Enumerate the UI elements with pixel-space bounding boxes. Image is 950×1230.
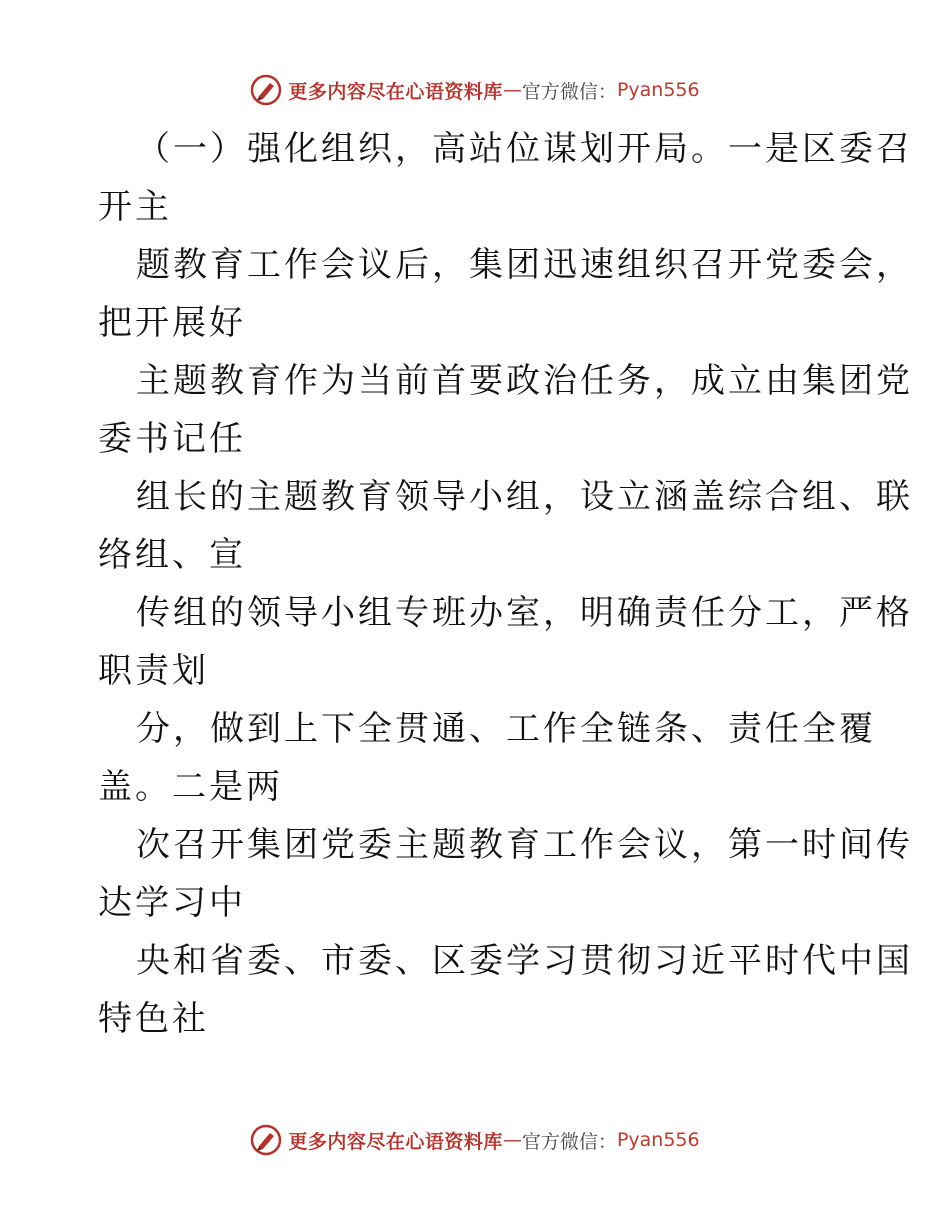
paragraph xyxy=(98,352,913,468)
watermark-wechat-label: 官方微信： xyxy=(521,1130,617,1153)
text-line: 央和省委、市委、区委学习贯彻习近平时代中国 xyxy=(136,941,913,981)
text-line: 题教育工作会议后，集团迅速组织召开党委会， xyxy=(136,245,913,285)
header-watermark xyxy=(0,70,950,110)
watermark-site-text: 更多内容尽在心语资料库 xyxy=(288,1130,503,1153)
paragraph xyxy=(98,816,913,932)
watermark-wechat-id: Pyan556 xyxy=(616,79,700,101)
paragraph xyxy=(98,700,876,816)
pen-logo-icon xyxy=(250,74,282,106)
text-line: 职责划 xyxy=(98,651,209,691)
watermark-separator: — xyxy=(502,79,522,101)
text-line: 传组的领导小组专班办室，明确责任分工，严格 xyxy=(136,593,913,633)
text-line: 主题教育作为当前首要政治任务，成立由集团党 xyxy=(136,361,913,401)
watermark-site-text: 更多内容尽在心语资料库 xyxy=(288,80,503,103)
text-line: 特色社 xyxy=(98,999,209,1039)
footer-watermark xyxy=(0,1120,950,1160)
pen-logo-icon xyxy=(250,1124,282,1156)
text-line: （一）强化组织，高站位谋划开局。一是区委召 xyxy=(136,129,913,169)
watermark-separator: — xyxy=(502,1129,522,1151)
text-line: 组长的主题教育领导小组，设立涵盖综合组、联 xyxy=(136,477,913,517)
paragraph xyxy=(98,932,913,1048)
text-line: 盖。二是两 xyxy=(98,767,283,807)
paragraph xyxy=(98,468,913,584)
text-line: 次召开集团党委主题教育工作会议，第一时间传 xyxy=(136,825,913,865)
text-line: 达学习中 xyxy=(98,883,246,923)
text-line: 络组、宣 xyxy=(98,535,246,575)
text-line: 分，做到上下全贯通、工作全链条、责任全覆 xyxy=(136,709,876,749)
text-line: 开主 xyxy=(98,187,172,227)
text-line: 委书记任 xyxy=(98,419,246,459)
text-line: 把开展好 xyxy=(98,303,246,343)
watermark-wechat-id: Pyan556 xyxy=(616,1129,700,1151)
paragraph xyxy=(98,120,913,236)
watermark-wechat-label: 官方微信： xyxy=(521,80,617,103)
paragraph xyxy=(98,236,913,352)
document-body xyxy=(98,120,913,1048)
paragraph xyxy=(98,584,913,700)
